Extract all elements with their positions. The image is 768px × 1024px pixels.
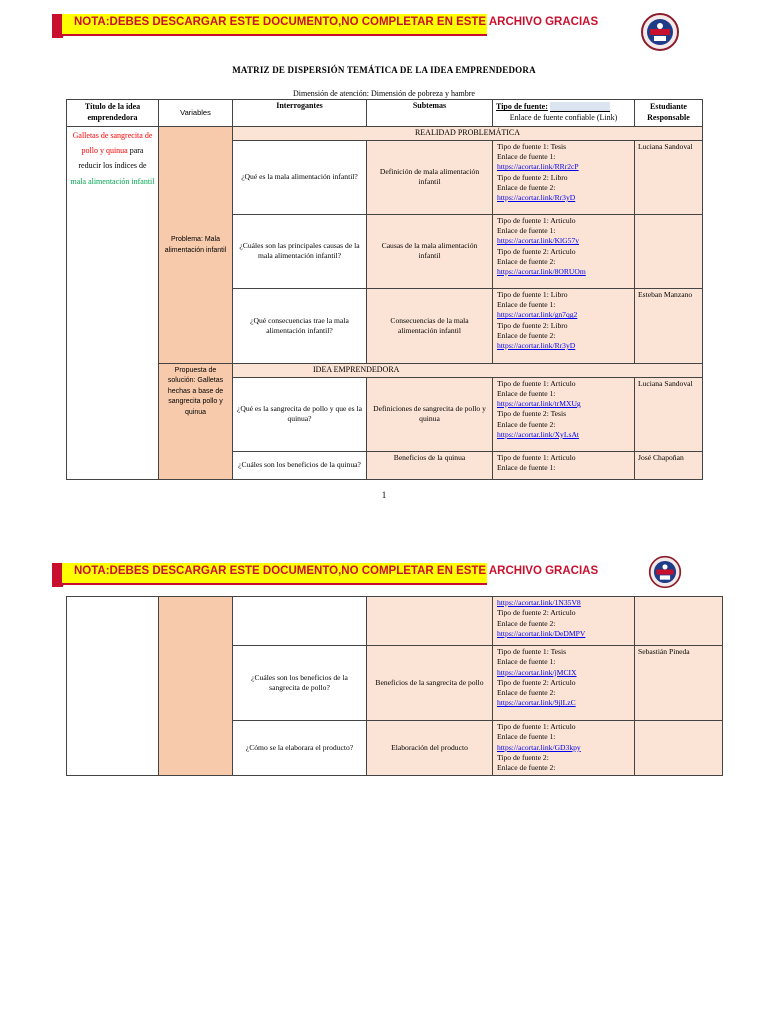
source-link[interactable]: https://acortar.link/jMCIX — [497, 667, 577, 677]
source-link[interactable]: https://acortar.link/9jlLzC — [497, 698, 576, 708]
sources-cell — [493, 214, 635, 288]
source-link[interactable]: https://acortar.link/1N35V8 — [497, 598, 581, 607]
source-line: Enlace de fuente 2: — [497, 618, 556, 628]
header-variables: Variables — [159, 100, 233, 127]
question-cell: ¿Qué es la sangrecita de pollo y que es la quinua? — [233, 377, 367, 451]
source-line: Enlace de fuente 1: — [497, 462, 556, 472]
sources-cell — [493, 646, 635, 721]
header-subtemas: Subtemas — [367, 100, 493, 127]
idea-title-cell-continued — [67, 597, 159, 776]
variable-propuesta-cell: Propuesta de solución: Galletas hechas a base de sangrecita pollo y quinua — [159, 363, 233, 479]
source-link[interactable]: https://acortar.link/Rr3yD — [497, 193, 576, 203]
source-line: Tipo de fuente 1: Tesis — [497, 141, 567, 151]
subtopic-cell: Definiciones de sangrecita de pollo y quinua — [367, 377, 493, 451]
sources-cell — [493, 140, 635, 214]
idea-title-part1: Galletas de sangrecita de pollo y quinua — [72, 131, 153, 156]
source-link[interactable]: https://acortar.link/GD3kpy — [497, 742, 581, 752]
source-line: Enlace de fuente 2: — [497, 256, 556, 266]
responsible-cell: José Chapoñan — [635, 451, 703, 479]
subtopic-cell: Elaboración del producto — [367, 721, 493, 776]
subtopic-cell: Beneficios de la sangrecita de pollo — [367, 646, 493, 721]
subtopic-cell: Causas de la mala alimentación infantil — [367, 214, 493, 288]
question-cell: ¿Cómo se la elaborara el producto? — [233, 721, 367, 776]
source-line: Tipo de fuente 2: Libro — [497, 320, 568, 330]
responsible-cell — [635, 214, 703, 288]
school-logo-icon — [648, 555, 682, 589]
source-line: Tipo de fuente 2: Articulo — [497, 677, 576, 687]
source-line: Tipo de fuente 2: Articulo — [497, 246, 576, 256]
dispersion-matrix-table — [66, 99, 703, 480]
source-link[interactable]: https://acortar.link/RRr2cP — [497, 162, 579, 172]
question-cell: ¿Qué es la mala alimentación infantil? — [233, 140, 367, 214]
source-link[interactable]: https://acortar.link/KlG57y — [497, 236, 580, 246]
source-line: Enlace de fuente 1: — [497, 300, 556, 310]
table-header-row — [67, 100, 703, 127]
idea-title-cell — [67, 127, 159, 480]
idea-title-part3: mala alimentación infantil — [70, 176, 155, 186]
header-tipo-fuente — [493, 100, 635, 127]
source-line: Tipo de fuente 1: Libro — [497, 289, 568, 299]
header-responsable: Estudiante Responsable — [635, 100, 703, 127]
source-line: Enlace de fuente 1: — [497, 732, 556, 742]
source-line: Enlace de fuente 2: — [497, 688, 556, 697]
source-line: Enlace de fuente 2: — [497, 763, 556, 772]
variable-problema-cell: Problema: Mala alimentación infantil — [159, 127, 233, 364]
section-realidad-header: REALIDAD PROBLEMÁTICA — [233, 127, 703, 141]
source-line: Tipo de fuente 1: Articulo — [497, 215, 576, 225]
responsible-cell: Luciana Sandoval — [635, 377, 703, 451]
sources-cell — [493, 288, 635, 363]
school-logo-icon — [640, 12, 680, 52]
document-title: MATRIZ DE DISPERSIÓN TEMÁTICA DE LA IDEA EMPRENDEDORA — [232, 65, 536, 75]
source-line: Tipo de fuente 1: Articulo — [497, 722, 576, 731]
subtopic-cell: Beneficios de la quinua — [367, 451, 493, 479]
download-notice-text: NOTA:DEBES DESCARGAR ESTE DOCUMENTO,NO COMPLETAR EN ESTE ARCHIVO GRACIAS — [74, 565, 599, 577]
question-cell: ¿Cuáles son los beneficios de la quinua? — [233, 451, 367, 479]
sources-cell — [493, 721, 635, 776]
source-line: Tipo de fuente 1: Articulo — [497, 452, 576, 462]
source-line: Tipo de fuente 2: Tesis — [497, 409, 567, 419]
header-tipo-fuente-label: Tipo de fuente: — [496, 102, 548, 112]
sources-cell — [493, 377, 635, 451]
source-line: Tipo de fuente 2: — [497, 752, 549, 762]
idea-title-part2: para reducir los índices de — [78, 146, 147, 171]
source-link[interactable]: https://acortar.link/8ORUOm — [497, 267, 586, 277]
question-cell: ¿Qué consecuencias trae la mala alimentación infantil? — [233, 288, 367, 363]
responsible-cell: Sebastián Pineda — [635, 646, 723, 721]
source-line: Enlace de fuente 1: — [497, 152, 556, 162]
source-line: Enlace de fuente 1: — [497, 388, 556, 398]
source-line: Enlace de fuente 2: — [497, 182, 556, 192]
sources-cell — [493, 597, 635, 646]
dispersion-matrix-table-continued — [66, 596, 723, 776]
source-link[interactable]: https://acortar.link/Rr3yD — [497, 341, 576, 351]
header-enlace-label: Enlace de fuente confiable (Link) — [509, 113, 618, 122]
source-link[interactable]: https://acortar.link/DeDMPV — [497, 628, 586, 638]
responsible-cell: Luciana Sandoval — [635, 140, 703, 214]
table-row — [67, 597, 723, 646]
subtopic-cell: Definición de mala alimentación infantil — [367, 140, 493, 214]
question-cell — [233, 597, 367, 646]
source-line: Enlace de fuente 2: — [497, 330, 556, 340]
source-link[interactable]: https://acortar.link/XyLsAt — [497, 429, 580, 439]
source-link[interactable]: https://acortar.link/trMXUg — [497, 399, 581, 409]
tipo-fuente-blank-field — [550, 102, 610, 112]
source-line: Enlace de fuente 1: — [497, 226, 556, 236]
source-line: Tipo de fuente 2: Libro — [497, 172, 568, 182]
page-number: 1 — [381, 490, 387, 500]
header-interrogantes: Interrogantes — [233, 100, 367, 127]
responsible-cell: Esteban Manzano — [635, 288, 703, 363]
question-cell: ¿Cuáles son los beneficios de la sangrecita de pollo? — [233, 646, 367, 721]
variable-cell-continued — [159, 597, 233, 776]
responsible-cell — [635, 597, 723, 646]
document-page-2 — [0, 555, 768, 1024]
section-idea-header: IDEA EMPRENDEDORA — [233, 363, 703, 377]
sources-cell — [493, 451, 635, 479]
responsible-cell — [635, 721, 723, 776]
header-title-idea: Título de la idea emprendedora — [67, 100, 159, 127]
source-line: Tipo de fuente 1: Tesis — [497, 647, 567, 656]
document-subtitle: Dimensión de atención: Dimensión de pobreza y hambre — [293, 89, 475, 98]
subtopic-cell: Consecuencias de la mala alimentación infantil — [367, 288, 493, 363]
source-line: Tipo de fuente 2: Articulo — [497, 608, 576, 618]
subtopic-cell — [367, 597, 493, 646]
source-line: Enlace de fuente 2: — [497, 419, 556, 429]
download-notice-text: NOTA:DEBES DESCARGAR ESTE DOCUMENTO,NO COMPLETAR EN ESTE ARCHIVO GRACIAS — [74, 16, 599, 28]
source-line: Enlace de fuente 1: — [497, 657, 556, 667]
download-notice-banner — [52, 563, 599, 589]
download-notice-banner — [52, 14, 599, 40]
source-link[interactable]: https://acortar.link/gn7qg2 — [497, 310, 578, 320]
question-cell: ¿Cuáles son las principales causas de la mala alimentación infantil? — [233, 214, 367, 288]
source-line: Tipo de fuente 1: Articulo — [497, 378, 576, 388]
